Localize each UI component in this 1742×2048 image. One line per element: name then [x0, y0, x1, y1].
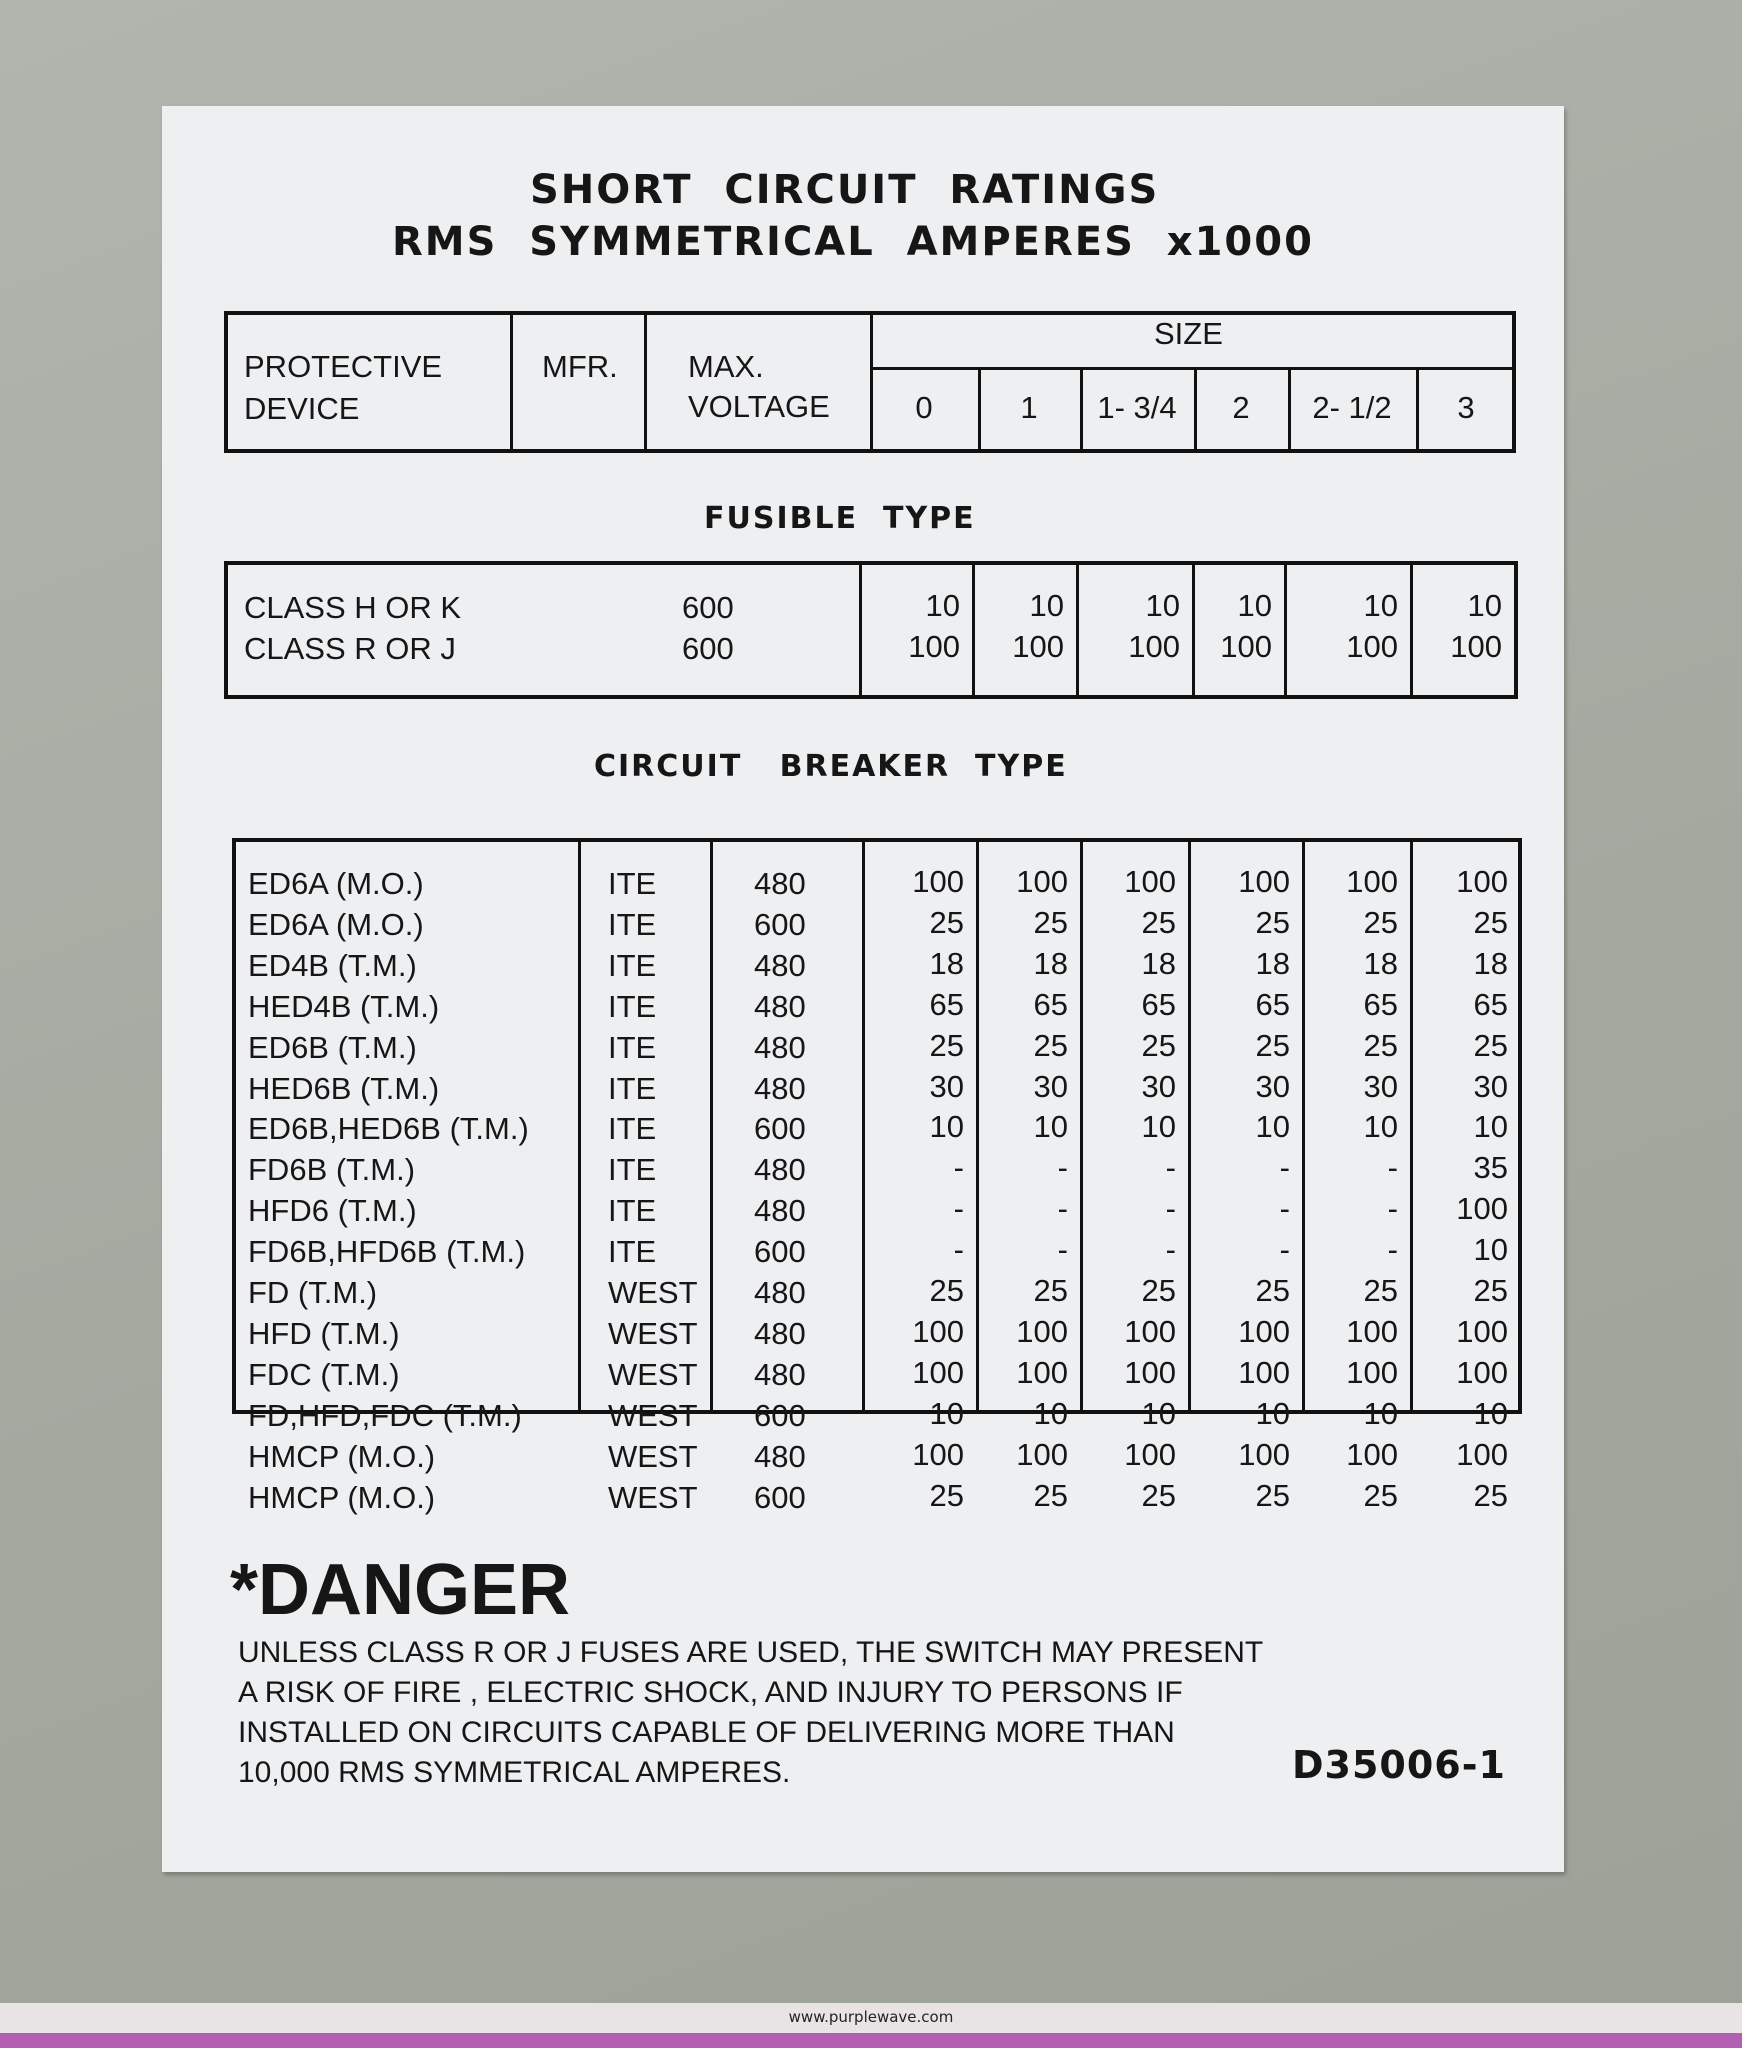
- breaker-device: ED6A (M.O.): [248, 906, 424, 942]
- breaker-rating: 25: [1255, 1027, 1290, 1063]
- breaker-voltage: 480: [754, 947, 806, 983]
- breaker-rating: 25: [1473, 1477, 1508, 1513]
- breaker-rating: 65: [1255, 986, 1290, 1022]
- fusible-divider: [1284, 561, 1287, 699]
- header-max-voltage: MAX.: [688, 349, 764, 384]
- breaker-rating: 18: [1141, 945, 1176, 981]
- breaker-device: HED6B (T.M.): [248, 1070, 440, 1106]
- breaker-voltage: 480: [754, 1070, 806, 1106]
- circuit-breaker-type-heading: CIRCUIT BREAKER TYPE: [594, 749, 1068, 784]
- breaker-device: HFD (T.M.): [248, 1315, 400, 1351]
- breaker-rating: 25: [1141, 1477, 1176, 1513]
- breaker-mfr: ITE: [608, 906, 657, 942]
- breaker-mfr: ITE: [608, 1152, 657, 1188]
- header-protective-device: DEVICE: [244, 391, 360, 426]
- breaker-rating: 65: [1141, 986, 1176, 1022]
- breaker-rating: -: [953, 1232, 964, 1268]
- header-size: SIZE: [1154, 316, 1223, 351]
- breaker-rating: 100: [1456, 864, 1508, 899]
- breaker-device: FD6B (T.M.): [248, 1152, 416, 1188]
- breaker-rating: 18: [929, 945, 964, 981]
- breaker-rating: 25: [929, 904, 964, 940]
- fusible-voltage: 600: [682, 631, 734, 666]
- breaker-rating: -: [1165, 1191, 1176, 1227]
- breaker-rating: 10: [1363, 1395, 1398, 1431]
- fusible-rating: 100: [1012, 629, 1064, 664]
- breaker-voltage: 480: [754, 866, 806, 901]
- header-divider: [644, 311, 647, 453]
- breaker-rating: 25: [1141, 1273, 1176, 1308]
- header-divider: [870, 367, 1516, 370]
- size-column-header: 2- 1/2: [1312, 390, 1392, 425]
- breaker-rating: 100: [1016, 1436, 1068, 1472]
- fusible-divider: [972, 561, 975, 699]
- breaker-rating: 25: [1473, 1027, 1508, 1063]
- fusible-device: CLASS R OR J: [244, 631, 456, 666]
- breaker-rating: 18: [1255, 945, 1290, 981]
- breaker-rating: 18: [1363, 945, 1398, 981]
- breaker-voltage: 480: [754, 1193, 806, 1229]
- breaker-rating: 65: [1473, 986, 1508, 1022]
- breaker-voltage: 600: [754, 1397, 806, 1433]
- breaker-rating: -: [1057, 1232, 1068, 1268]
- breaker-mfr: WEST: [608, 1275, 698, 1310]
- breaker-rating: 100: [1238, 864, 1290, 899]
- breaker-rating: -: [1279, 1191, 1290, 1227]
- breaker-rating: -: [1387, 1191, 1398, 1227]
- breaker-rating: 100: [1346, 1354, 1398, 1390]
- breaker-mfr: ITE: [608, 947, 657, 983]
- danger-line: INSTALLED ON CIRCUITS CAPABLE OF DELIVERING MORE THAN: [238, 1716, 1175, 1749]
- breaker-rating: 100: [912, 1436, 964, 1472]
- breaker-device: HMCP (M.O.): [248, 1479, 436, 1515]
- size-column-header: 1- 3/4: [1097, 390, 1177, 425]
- breaker-rating: 100: [1346, 1313, 1398, 1349]
- breaker-rating: 100: [1346, 1436, 1398, 1472]
- breaker-mfr: WEST: [608, 1356, 698, 1392]
- fusible-divider: [1192, 561, 1195, 699]
- breaker-rating: 10: [1473, 1395, 1508, 1431]
- breaker-rating: -: [1387, 1150, 1398, 1186]
- breaker-voltage: 480: [754, 1315, 806, 1351]
- breaker-rating: 10: [1363, 1109, 1398, 1145]
- breaker-rating: 10: [1473, 1232, 1508, 1268]
- breaker-rating: 100: [1238, 1354, 1290, 1390]
- fusible-device: CLASS H OR K: [244, 590, 462, 625]
- breaker-rating: 100: [1456, 1313, 1508, 1349]
- breaker-rating: 100: [1124, 864, 1176, 899]
- breaker-rating: -: [1279, 1232, 1290, 1268]
- breaker-mfr: WEST: [608, 1479, 698, 1515]
- breaker-voltage: 480: [754, 1029, 806, 1065]
- fusible-rating: 10: [1145, 588, 1180, 623]
- fusible-divider: [1410, 561, 1413, 699]
- breaker-rating: 100: [1456, 1436, 1508, 1472]
- fusible-rating: 10: [1363, 588, 1398, 623]
- breaker-rating: 10: [1033, 1395, 1068, 1431]
- breaker-rating: 30: [929, 1068, 964, 1104]
- breaker-voltage: 480: [754, 1152, 806, 1188]
- breaker-rating: 25: [1473, 904, 1508, 940]
- breaker-mfr: WEST: [608, 1397, 698, 1433]
- breaker-divider: [578, 838, 581, 1414]
- breaker-rating: 30: [1473, 1068, 1508, 1104]
- breaker-rating: 25: [1473, 1273, 1508, 1308]
- breaker-rating: 65: [929, 986, 964, 1022]
- breaker-rating: 10: [1141, 1109, 1176, 1145]
- header-mfr: MFR.: [542, 349, 618, 384]
- breaker-mfr: ITE: [608, 1234, 657, 1270]
- breaker-rating: -: [1387, 1232, 1398, 1268]
- breaker-rating: 25: [1255, 1273, 1290, 1308]
- fusible-type-heading: FUSIBLE TYPE: [704, 501, 976, 536]
- fusible-table: [224, 561, 1518, 699]
- breaker-rating: -: [1165, 1232, 1176, 1268]
- fusible-rating: 100: [908, 629, 960, 664]
- breaker-device: HMCP (M.O.): [248, 1438, 436, 1474]
- breaker-rating: -: [1057, 1191, 1068, 1227]
- breaker-device: HFD6 (T.M.): [248, 1193, 417, 1229]
- title-line-2: RMS SYMMETRICAL AMPERES x1000: [392, 219, 1314, 265]
- breaker-device: ED4B (T.M.): [248, 947, 417, 983]
- breaker-rating: 25: [929, 1477, 964, 1513]
- fusible-rating: 10: [925, 588, 960, 623]
- breaker-voltage: 480: [754, 1275, 806, 1310]
- breaker-rating: 25: [1255, 904, 1290, 940]
- breaker-divider: [710, 838, 713, 1414]
- breaker-rating: 100: [1238, 1436, 1290, 1472]
- breaker-rating: 10: [1033, 1109, 1068, 1145]
- breaker-device: ED6B (T.M.): [248, 1029, 417, 1065]
- breaker-rating: -: [953, 1150, 964, 1186]
- size-column-header: 2: [1232, 390, 1250, 425]
- breaker-rating: 25: [1141, 904, 1176, 940]
- breaker-rating: 100: [912, 1313, 964, 1349]
- breaker-rating: 100: [912, 864, 964, 899]
- fusible-rating: 100: [1346, 629, 1398, 664]
- breaker-rating: 100: [1346, 864, 1398, 899]
- breaker-mfr: ITE: [608, 1193, 657, 1229]
- breaker-rating: 100: [1016, 1313, 1068, 1349]
- fusible-rating: 10: [1467, 588, 1502, 623]
- breaker-rating: 100: [1016, 864, 1068, 899]
- breaker-rating: 30: [1363, 1068, 1398, 1104]
- breaker-rating: 25: [1141, 1027, 1176, 1063]
- breaker-device: FDC (T.M.): [248, 1356, 400, 1392]
- breaker-device: HED4B (T.M.): [248, 988, 440, 1024]
- ratings-label: [162, 106, 1564, 1872]
- danger-line: 10,000 RMS SYMMETRICAL AMPERES.: [238, 1756, 791, 1789]
- breaker-voltage: 480: [754, 1356, 806, 1392]
- breaker-voltage: 480: [754, 988, 806, 1024]
- breaker-rating: 100: [912, 1354, 964, 1390]
- breaker-rating: 25: [929, 1027, 964, 1063]
- danger-line: UNLESS CLASS R OR J FUSES ARE USED, THE SWITCH MAY PRESENT: [238, 1636, 1264, 1669]
- breaker-rating: 65: [1363, 986, 1398, 1022]
- breaker-mfr: WEST: [608, 1438, 698, 1474]
- breaker-rating: 30: [1033, 1068, 1068, 1104]
- watermark-text: www.purplewave.com: [788, 2008, 954, 2026]
- breaker-rating: 25: [1033, 1027, 1068, 1063]
- breaker-rating: 10: [1255, 1109, 1290, 1145]
- breaker-mfr: ITE: [608, 1070, 657, 1106]
- breaker-rating: 18: [1473, 945, 1508, 981]
- breaker-voltage: 600: [754, 1234, 806, 1270]
- breaker-rating: 100: [1456, 1191, 1508, 1227]
- header-divider: [510, 311, 513, 453]
- size-column-header: 1: [1020, 390, 1038, 425]
- breaker-rating: -: [953, 1191, 964, 1227]
- breaker-rating: 30: [1141, 1068, 1176, 1104]
- breaker-voltage: 600: [754, 1111, 806, 1147]
- breaker-rating: 25: [1363, 1477, 1398, 1513]
- size-column-header: 0: [915, 390, 933, 425]
- fusible-rating: 100: [1220, 629, 1272, 664]
- fusible-rating: 10: [1237, 588, 1272, 623]
- part-number: D35006-1: [1292, 1743, 1506, 1787]
- fusible-rating: 10: [1029, 588, 1064, 623]
- breaker-device: ED6B,HED6B (T.M.): [248, 1111, 529, 1147]
- header-divider: [870, 311, 873, 453]
- breaker-rating: 10: [1255, 1395, 1290, 1431]
- fusible-voltage: 600: [682, 590, 734, 625]
- breaker-rating: 100: [1238, 1313, 1290, 1349]
- breaker-mfr: WEST: [608, 1315, 698, 1351]
- breaker-voltage: 600: [754, 906, 806, 942]
- fusible-rating: 100: [1128, 629, 1180, 664]
- breaker-rating: 25: [1033, 1477, 1068, 1513]
- breaker-device: FD (T.M.): [248, 1275, 378, 1310]
- title-line-1: SHORT CIRCUIT RATINGS: [530, 167, 1160, 213]
- danger-line: A RISK OF FIRE , ELECTRIC SHOCK, AND INJURY TO PERSONS IF: [238, 1676, 1183, 1709]
- header-max-voltage: VOLTAGE: [688, 389, 830, 424]
- breaker-rating: 100: [1016, 1354, 1068, 1390]
- fusible-divider: [859, 561, 862, 699]
- breaker-mfr: ITE: [608, 866, 657, 901]
- breaker-rating: 10: [1473, 1109, 1508, 1145]
- breaker-mfr: ITE: [608, 988, 657, 1024]
- breaker-rating: 18: [1033, 945, 1068, 981]
- breaker-rating: 10: [1141, 1395, 1176, 1431]
- breaker-rating: 25: [1033, 1273, 1068, 1308]
- breaker-rating: 25: [929, 1273, 964, 1308]
- breaker-rating: 25: [1363, 904, 1398, 940]
- breaker-rating: 25: [1363, 1273, 1398, 1308]
- breaker-voltage: 600: [754, 1479, 806, 1515]
- breaker-rating: 10: [929, 1395, 964, 1431]
- breaker-rating: 65: [1033, 986, 1068, 1022]
- fusible-rating: 100: [1450, 629, 1502, 664]
- danger-heading: *DANGER: [230, 1550, 571, 1630]
- breaker-rating: 25: [1033, 904, 1068, 940]
- size-column-header: 3: [1457, 390, 1475, 425]
- breaker-rating: -: [1057, 1150, 1068, 1186]
- breaker-device: FD,HFD,FDC (T.M.): [248, 1397, 522, 1433]
- breaker-rating: -: [1165, 1150, 1176, 1186]
- breaker-mfr: ITE: [608, 1111, 657, 1147]
- breaker-rating: 30: [1255, 1068, 1290, 1104]
- header-protective-device: PROTECTIVE: [244, 349, 443, 384]
- breaker-rating: 100: [1456, 1354, 1508, 1390]
- fusible-divider: [1076, 561, 1079, 699]
- breaker-rating: 25: [1363, 1027, 1398, 1063]
- breaker-rating: 35: [1473, 1150, 1508, 1186]
- breaker-rating: 100: [1124, 1436, 1176, 1472]
- breaker-device: ED6A (M.O.): [248, 866, 424, 901]
- breaker-rating: 25: [1255, 1477, 1290, 1513]
- breaker-device: FD6B,HFD6B (T.M.): [248, 1234, 526, 1270]
- breaker-rating: 100: [1124, 1354, 1176, 1390]
- breaker-rating: 100: [1124, 1313, 1176, 1349]
- breaker-mfr: ITE: [608, 1029, 657, 1065]
- breaker-voltage: 480: [754, 1438, 806, 1474]
- breaker-rating: -: [1279, 1150, 1290, 1186]
- breaker-rating: 10: [929, 1109, 964, 1145]
